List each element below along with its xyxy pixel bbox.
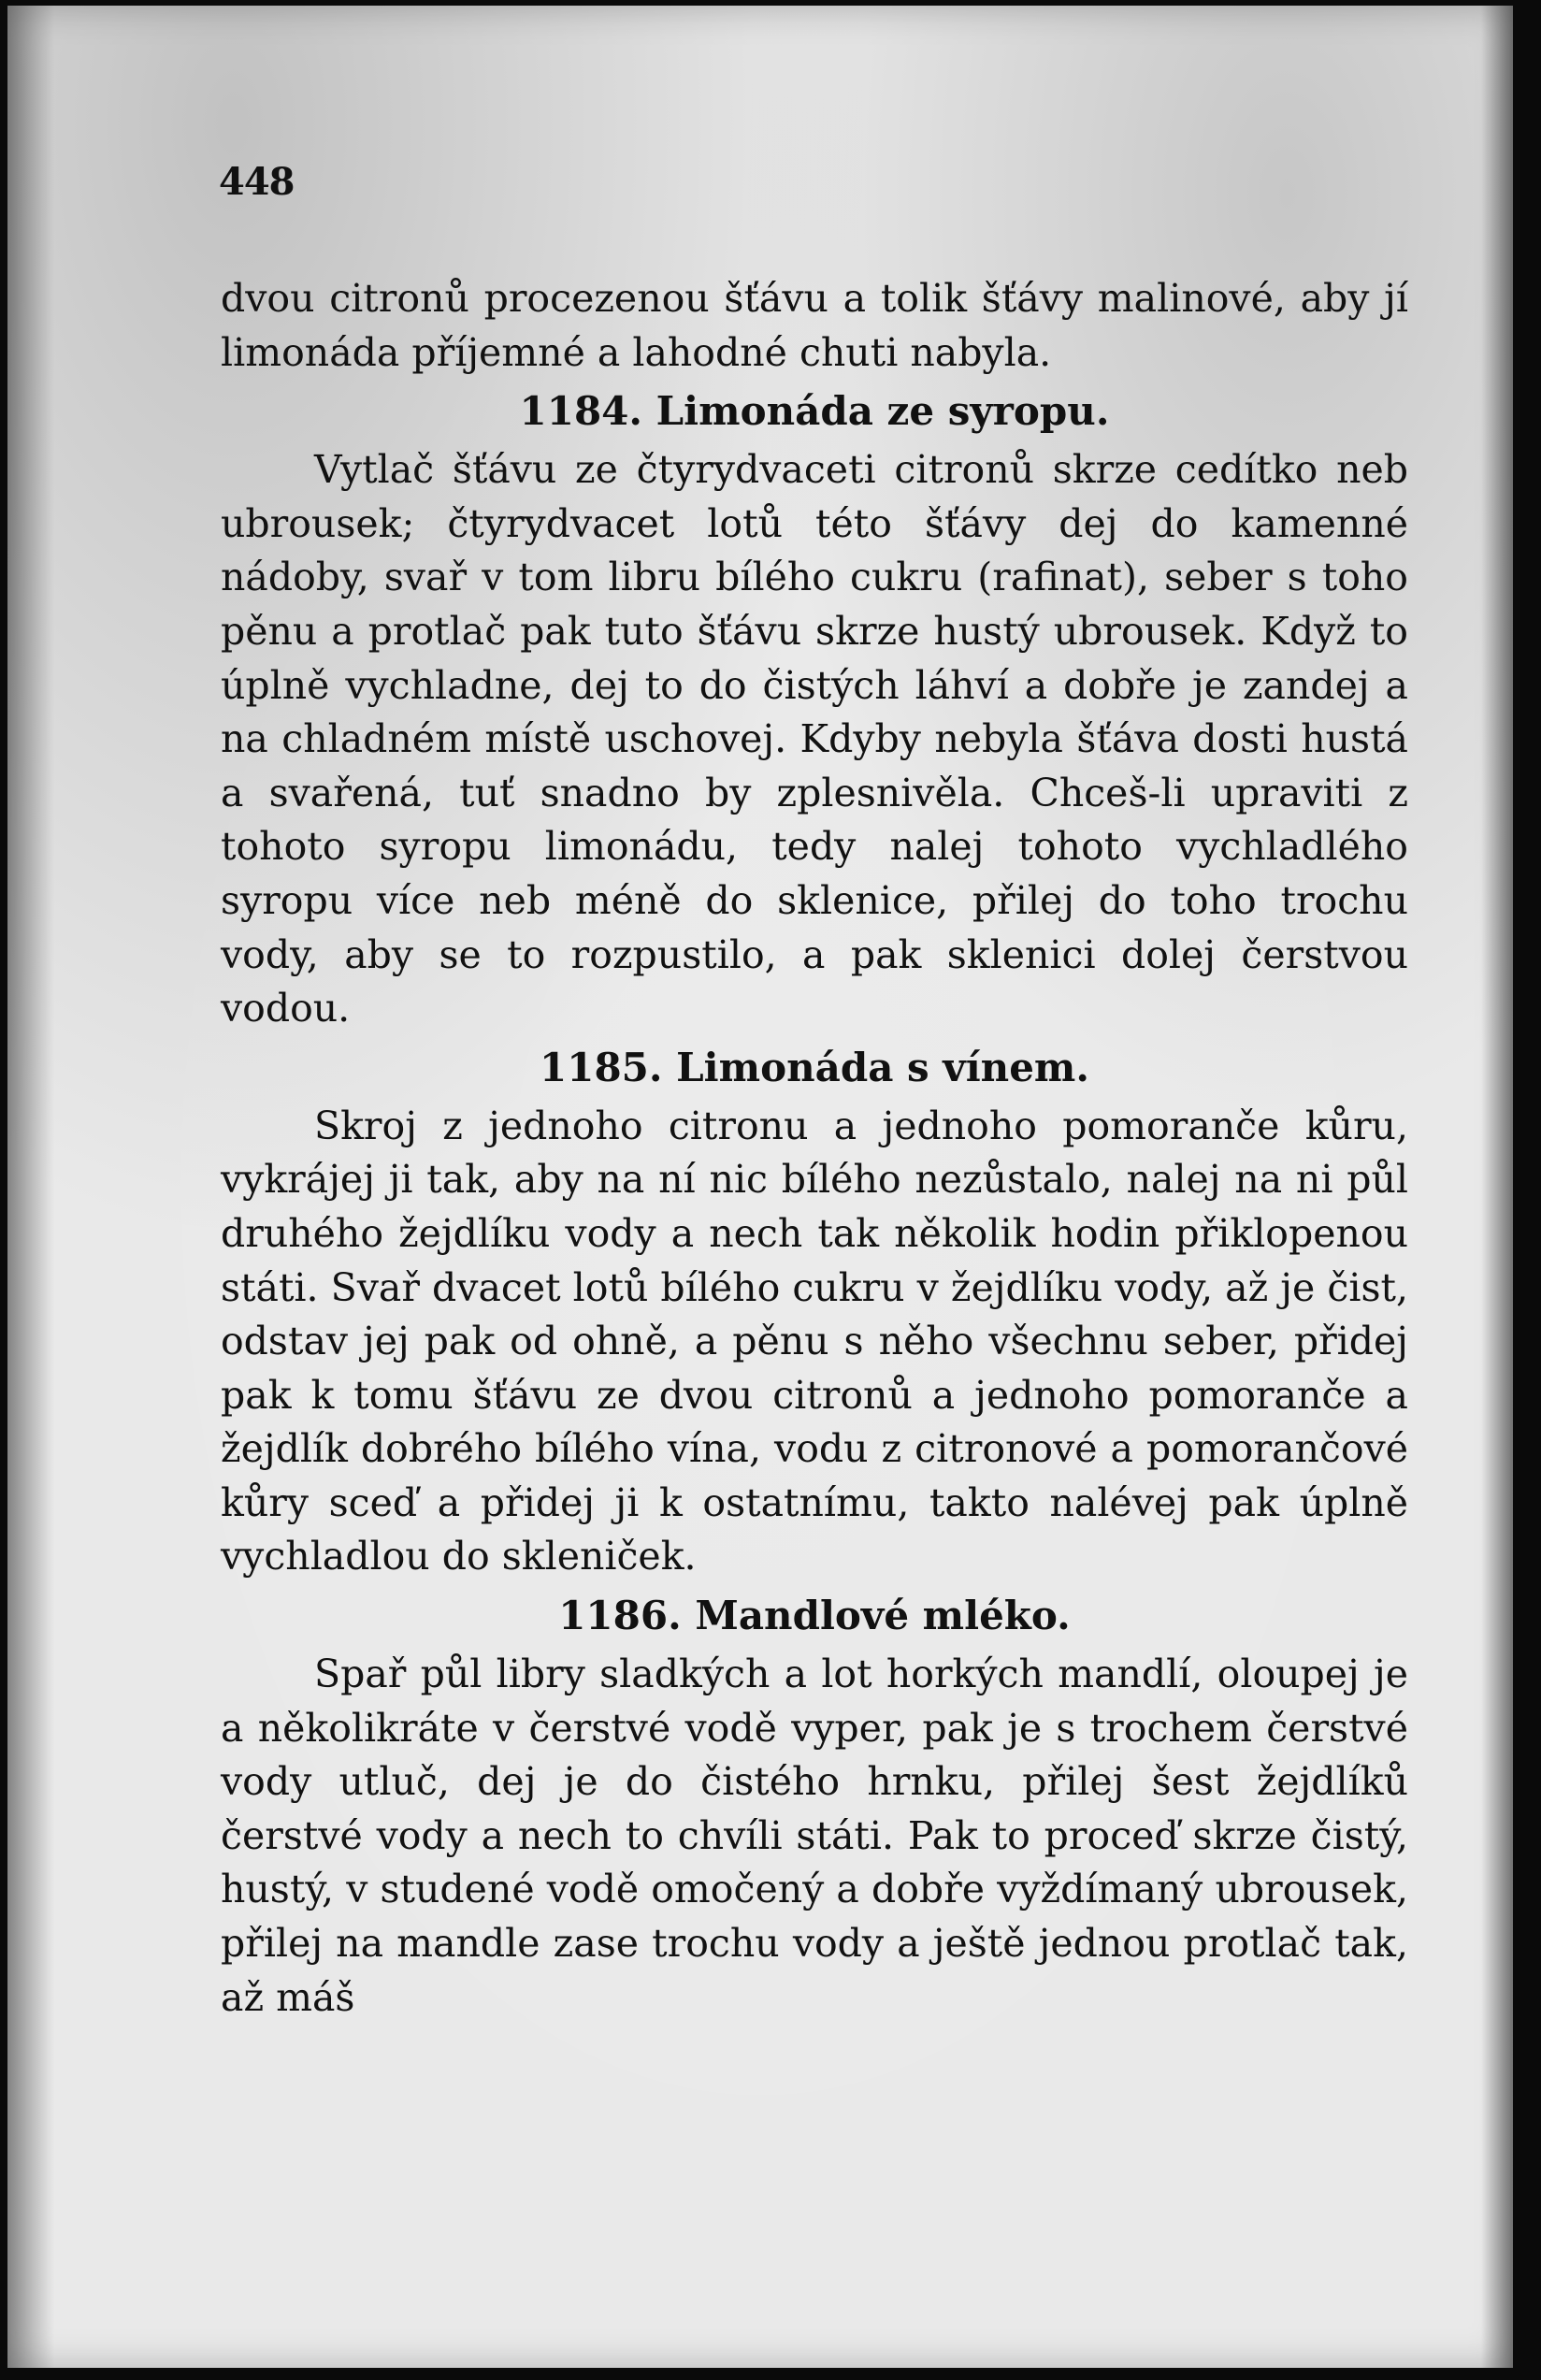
page-text <box>221 272 1408 2025</box>
page-right-shadow <box>1481 6 1513 2368</box>
section-text-1184: Vytlač šťávu ze čtyrydvaceti citronů skrze cedítko neb ubrousek; čtyrydvacet lotů této šťávy dej do kamenné nádoby, svař v tom libru bílého cukru (rafinat), seber s toho pěnu a protlač pak tuto šťávu skrze hustý ubrousek. Když to úplně vychladne, dej to do čistých láhví a dobře je zandej a na chladném místě uschovej. Kdyby nebyla šťáva dosti hustá a svařená, tuť snadno by zplesnivěla. Chceš-li upraviti z tohoto syropu limonádu, tedy nalej tohoto vychladlého syropu více neb méně do sklenice, přilej do toho trochu vody, aby se to rozpustilo, a pak sklenici dolej čerstvou vodou. <box>221 447 1408 1031</box>
section-text-1186: Spař půl libry sladkých a lot horkých mandlí, oloupej je a několikráte v čerstvé vodě vyper, pak je s trochem čerstvé vody utluč, dej je do čistého hrnku, přilej šest žejdlíků čerstvé vody a nech to chvíli státi. Pak to proceď skrze čistý, hustý, v studené vodě omočený a dobře vyždímaný ubrousek, přilej na mandle zase trochu vody a ještě jednou protlač tak, až máš <box>221 1652 1408 2020</box>
section-text-1185: Skroj z jednoho citronu a jednoho pomoranče kůru, vykrájej ji tak, aby na ní nic bílého nezůstalo, nalej na ni půl druhého žejdlíku vody a nech tak několik hodin přiklopenou státi. Svař dvacet lotů bílého cukru v žejdlíku vody, až je čist, odstav jej pak od ohně, a pěnu s něho všechnu seber, přidej pak k tomu šťávu ze dvou citronů a jednoho pomoranče a žejdlík dobrého bílého vína, vodu z citronové a pomorančové kůry sceď a přidej ji k ostatnímu, takto nalévej pak úplně vychladlou do skleniček. <box>221 1103 1408 1579</box>
section-heading-1185: 1185. Limonáda s vínem. <box>540 1044 1089 1090</box>
book-page <box>7 6 1513 2368</box>
section-heading-1186: 1186. Mandlové mléko. <box>558 1593 1071 1639</box>
intro-paragraph: dvou citronů procezenou šťávu a tolik šťávy malinové, aby jí limonáda příjemné a lahodné chuti nabyla. <box>221 276 1408 375</box>
page-number: 448 <box>219 160 295 204</box>
page-left-shadow <box>7 6 54 2368</box>
section-heading-1184: 1184. Limonáda ze syropu. <box>519 388 1110 435</box>
